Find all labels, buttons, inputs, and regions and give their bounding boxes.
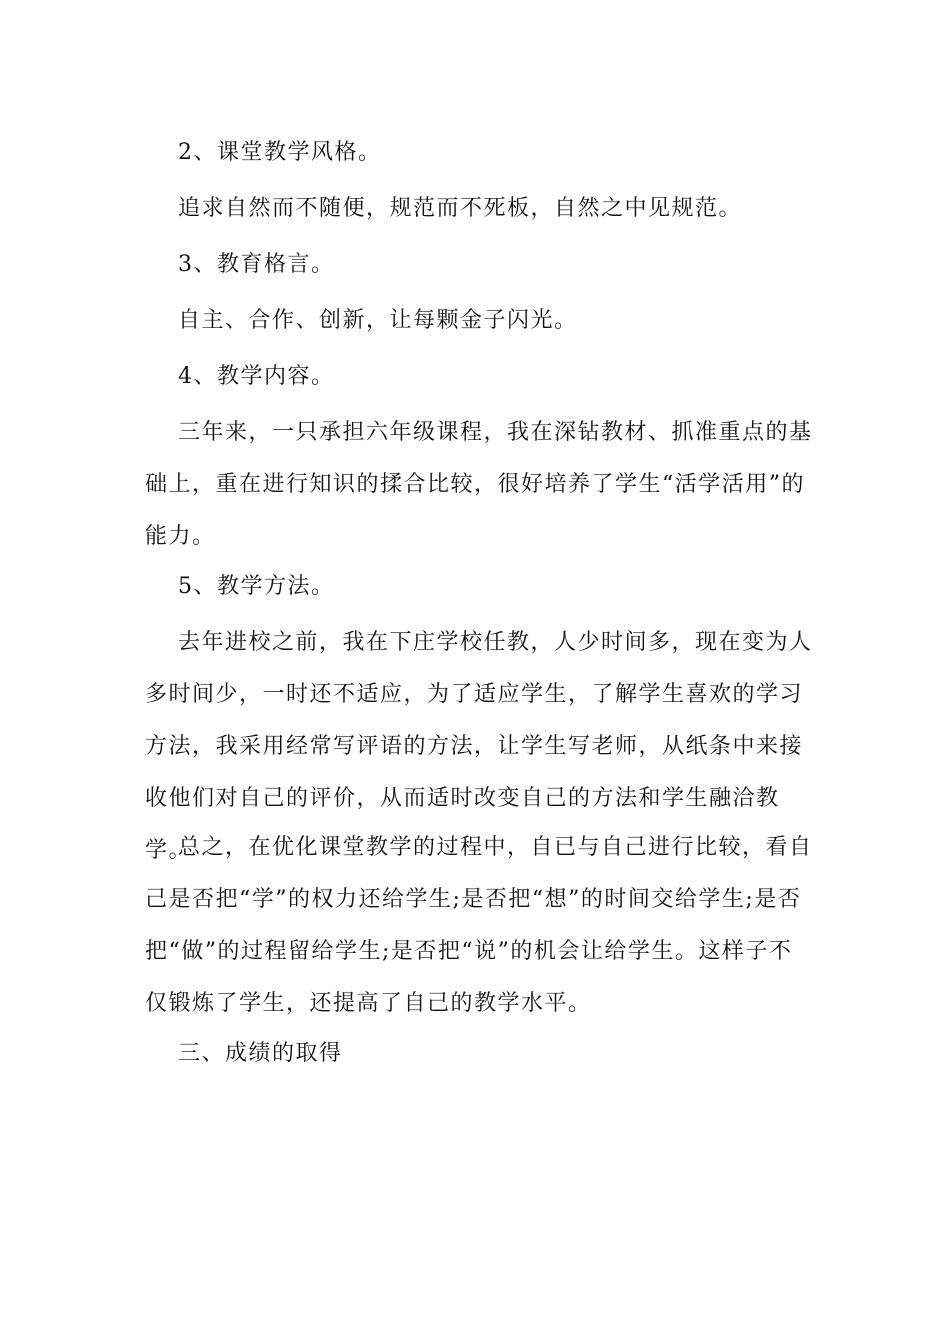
paragraph-motto: 自主、合作、创新，让每颗金子闪光。 <box>178 308 578 333</box>
heading-teaching-content: 4、教学内容。 <box>178 364 335 389</box>
heading-teaching-style: 2、课堂教学风格。 <box>178 140 382 165</box>
paragraph-teaching-method: 去年进校之前，我在下庄学校任教，人少时间多，现在变为人多时间少，一时还不适应，为了适应学生，了解学生喜欢的学习方法，我采用经常写评语的方法，让学生写老师，从纸条中来接收他们对自己的评价，从而适时改变自己的方法和学生融洽教学。 <box>145 630 813 863</box>
paragraph-teaching-content: 三年来，一只承担六年级课程，我在深钻教材、抓准重点的基础上，重在进行知识的揉合比较，很好培养了学生“活学活用”的能力。 <box>145 420 813 549</box>
heading-motto: 3、教育格言。 <box>178 252 335 277</box>
paragraph-summary: 总之，在优化课堂教学的过程中，自已与自己进行比较，看自己是否把“学”的权力还给学生;是否把“想”的时间交给学生;是否把“做”的过程留给学生;是否把“说”的机会让给学生。这样子不仅锻炼了学生，还提高了自己的教学水平。 <box>145 835 813 1016</box>
paragraph-teaching-style: 追求自然而不随便，规范而不死板，自然之中见规范。 <box>178 196 743 221</box>
heading-achievements: 三、成绩的取得 <box>178 1041 343 1066</box>
heading-teaching-method: 5、教学方法。 <box>178 574 335 599</box>
